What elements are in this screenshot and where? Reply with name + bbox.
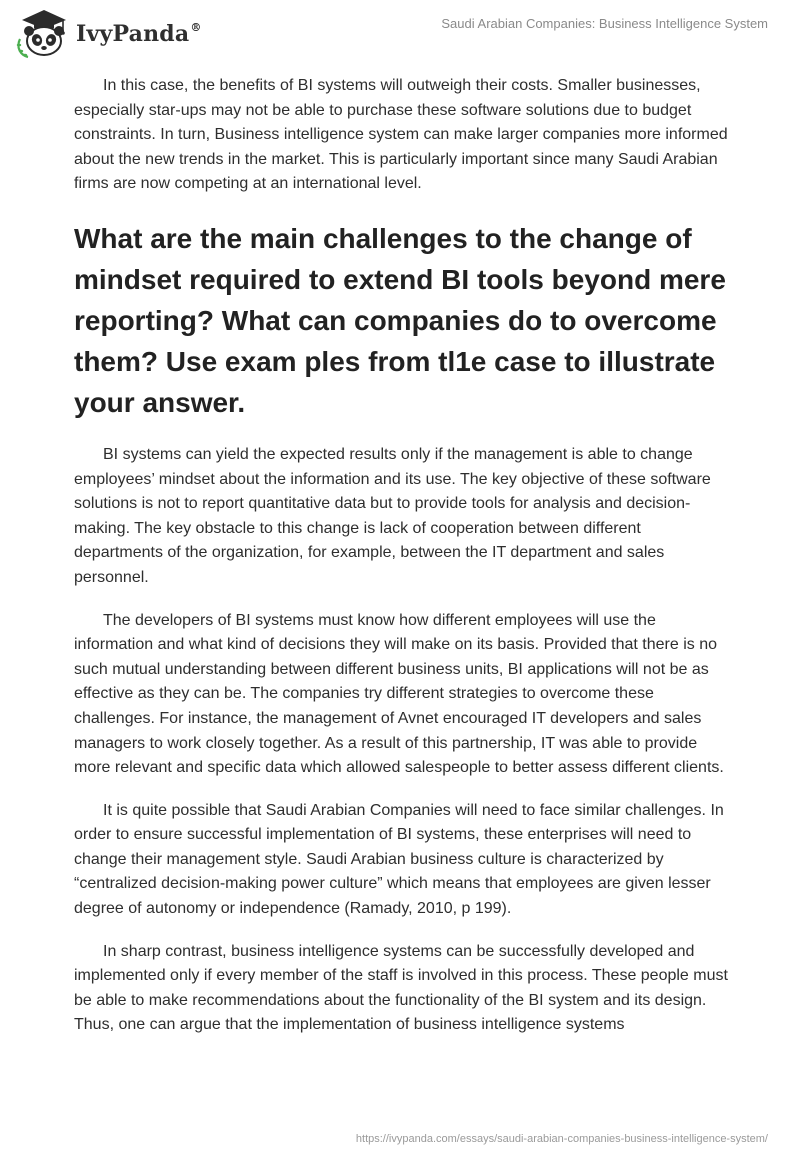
paragraph: BI systems can yield the expected results only if the management is able to change employees’ mindset about the information and its use. The key objective of these software solutions is not to report quantitative data but to provide tools for analysis and decision-making. The key obstacle to this change is lack of cooperation between different departments of the organization, for example, between the IT department and sales personnel.	[74, 445, 711, 586]
document-title: Saudi Arabian Companies: Business Intelligence System	[441, 16, 768, 31]
source-url-link[interactable]: https://ivypanda.com/essays/saudi-arabian-companies-business-intelligence-system/	[355, 1133, 768, 1145]
section-heading: What are the main challenges to the change of mindset required to extend BI tools beyond mere reporting? What can companies do to overcome them? Use exam ples from tl1e case to illustrate your answer.	[74, 222, 726, 418]
registered-mark: ®	[190, 21, 202, 34]
page-header	[0, 0, 800, 64]
essay-body	[74, 74, 728, 1038]
paragraph: It is quite possible that Saudi Arabian Companies will need to face similar challenges. In order to ensure successful implementation of BI systems, these enterprises will need to change their management style. Saudi Arabian business culture is characterized by “centralized decision-making power culture” which means that employees are given lesser degree of autonomy or independence (Ramady, 2010, p 199).	[74, 801, 724, 918]
brand-name: IvyPanda®	[76, 21, 202, 47]
paragraph: In sharp contrast, business intelligence systems can be successfully developed and implemented only if every member of the staff is involved in this process. These people must be able to make recommendations about the functionality of the BI system and its design. Thus, one can argue that the implementation of business intelligence systems	[74, 942, 728, 1034]
paragraph: The developers of BI systems must know how different employees will use the information and what kind of decisions they will make on its basis. Provided that there is no such mutual understanding between different business units, BI applications will not be as effective as they can be. The companies try different strategies to overcome these challenges. For instance, the management of Avnet encouraged IT developers and sales managers to work closely together. As a result of this partnership, IT was able to provide more relevant and specific data which allowed salespeople to better assess different clients.	[74, 611, 724, 777]
intro-paragraph: In this case, the benefits of BI systems will outweigh their costs. Smaller businesses, especially star-ups may not be able to purchase these software solutions due to budget constraints. In turn, Business intelligence system can make larger companies more informed about the new trends in the market. This is particularly important since many Saudi Arabian firms are now competing at an international level.	[74, 77, 728, 193]
brand-logo[interactable]	[14, 7, 202, 59]
panda-graduate-icon	[14, 7, 70, 59]
